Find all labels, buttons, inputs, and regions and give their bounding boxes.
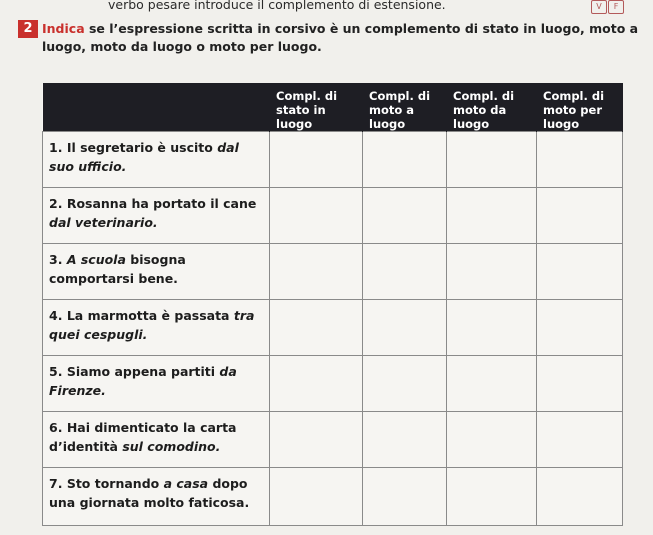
sentence-text: Il segretario è uscito dal suo ufficio. <box>49 140 239 174</box>
sentence-text: Hai dimenticato la carta d’identità sul comodino. <box>49 420 237 454</box>
sentence-cell <box>43 468 270 526</box>
true-checkbox[interactable]: V <box>591 0 607 14</box>
answer-cell-moto-a[interactable] <box>363 356 447 412</box>
sentence-text: A scuola bisogna comportarsi bene. <box>49 252 186 286</box>
italic-place-expression: tra quei cespugli. <box>49 308 255 342</box>
answer-cell-moto-per[interactable] <box>537 356 623 412</box>
sentence-number: 2. <box>49 196 63 211</box>
italic-place-expression: dal suo ufficio. <box>49 140 239 174</box>
answer-cell-moto-da[interactable] <box>447 412 537 468</box>
sentence-number: 3. <box>49 252 63 267</box>
table-row <box>43 132 623 188</box>
false-checkbox[interactable]: F <box>608 0 624 14</box>
sentence-text: Sto tornando a casa dopo una giornata molto faticosa. <box>49 476 250 510</box>
answer-cell-moto-da[interactable] <box>447 468 537 526</box>
sentence-text: La marmotta è passata tra quei cespugli. <box>49 308 255 342</box>
sentence-cell <box>43 188 270 244</box>
answer-cell-moto-da[interactable] <box>447 300 537 356</box>
italic-place-expression: A scuola <box>66 252 126 267</box>
sentence-number: 5. <box>49 364 63 379</box>
classification-table <box>42 83 623 526</box>
italic-place-expression: da Firenze. <box>49 364 237 398</box>
exercise-instruction <box>42 20 642 56</box>
answer-cell-moto-per[interactable] <box>537 468 623 526</box>
answer-cell-stato[interactable] <box>270 300 363 356</box>
table-row <box>43 356 623 412</box>
table-row <box>43 300 623 356</box>
answer-cell-moto-a[interactable] <box>363 468 447 526</box>
table-row <box>43 188 623 244</box>
answer-cell-moto-a[interactable] <box>363 412 447 468</box>
instruction-keyword: Indica <box>42 21 85 36</box>
header-sentence-col <box>43 83 270 132</box>
sentence-cell <box>43 244 270 300</box>
answer-cell-moto-a[interactable] <box>363 244 447 300</box>
sentence-cell <box>43 300 270 356</box>
answer-cell-moto-per[interactable] <box>537 132 623 188</box>
table-header-row <box>43 83 623 132</box>
sentence-cell <box>43 356 270 412</box>
header-moto-da-luogo: Compl. di moto da luogo <box>447 83 537 132</box>
answer-cell-moto-da[interactable] <box>447 132 537 188</box>
answer-cell-moto-per[interactable] <box>537 244 623 300</box>
italic-place-expression: a casa <box>163 476 209 491</box>
sentence-number: 4. <box>49 308 63 323</box>
sentence-number: 7. <box>49 476 63 491</box>
answer-cell-stato[interactable] <box>270 468 363 526</box>
sentence-cell <box>43 412 270 468</box>
header-moto-a-luogo: Compl. di moto a luogo <box>363 83 447 132</box>
sentence-number: 1. <box>49 140 63 155</box>
answer-cell-moto-per[interactable] <box>537 300 623 356</box>
answer-cell-moto-a[interactable] <box>363 300 447 356</box>
previous-exercise-line: verbo pesare introduce il complemento di estensione. <box>108 0 446 12</box>
answer-cell-moto-da[interactable] <box>447 188 537 244</box>
instruction-text: se l’espressione scritta in corsivo è un complemento di stato in luogo, moto a luogo, moto da luogo o moto per luogo. <box>42 21 639 54</box>
sentence-text: Rosanna ha portato il cane dal veterinario. <box>49 196 257 230</box>
answer-cell-stato[interactable] <box>270 244 363 300</box>
header-moto-per-luogo: Compl. di moto per luogo <box>537 83 623 132</box>
answer-cell-stato[interactable] <box>270 356 363 412</box>
answer-cell-stato[interactable] <box>270 132 363 188</box>
answer-cell-moto-da[interactable] <box>447 244 537 300</box>
exercise-number-badge: 2 <box>18 20 38 38</box>
answer-cell-stato[interactable] <box>270 188 363 244</box>
italic-place-expression: sul comodino. <box>122 439 221 454</box>
answer-cell-moto-a[interactable] <box>363 132 447 188</box>
answer-cell-moto-per[interactable] <box>537 188 623 244</box>
italic-place-expression: dal veterinario. <box>49 215 158 230</box>
sentence-cell <box>43 132 270 188</box>
table-row <box>43 412 623 468</box>
answer-cell-moto-per[interactable] <box>537 412 623 468</box>
header-stato-in-luogo: Compl. di stato in luogo <box>270 83 363 132</box>
table-row <box>43 468 623 526</box>
answer-cell-stato[interactable] <box>270 412 363 468</box>
sentence-text: Siamo appena partiti da Firenze. <box>49 364 237 398</box>
answer-cell-moto-a[interactable] <box>363 188 447 244</box>
sentence-number: 6. <box>49 420 63 435</box>
answer-cell-moto-da[interactable] <box>447 356 537 412</box>
table-row <box>43 244 623 300</box>
